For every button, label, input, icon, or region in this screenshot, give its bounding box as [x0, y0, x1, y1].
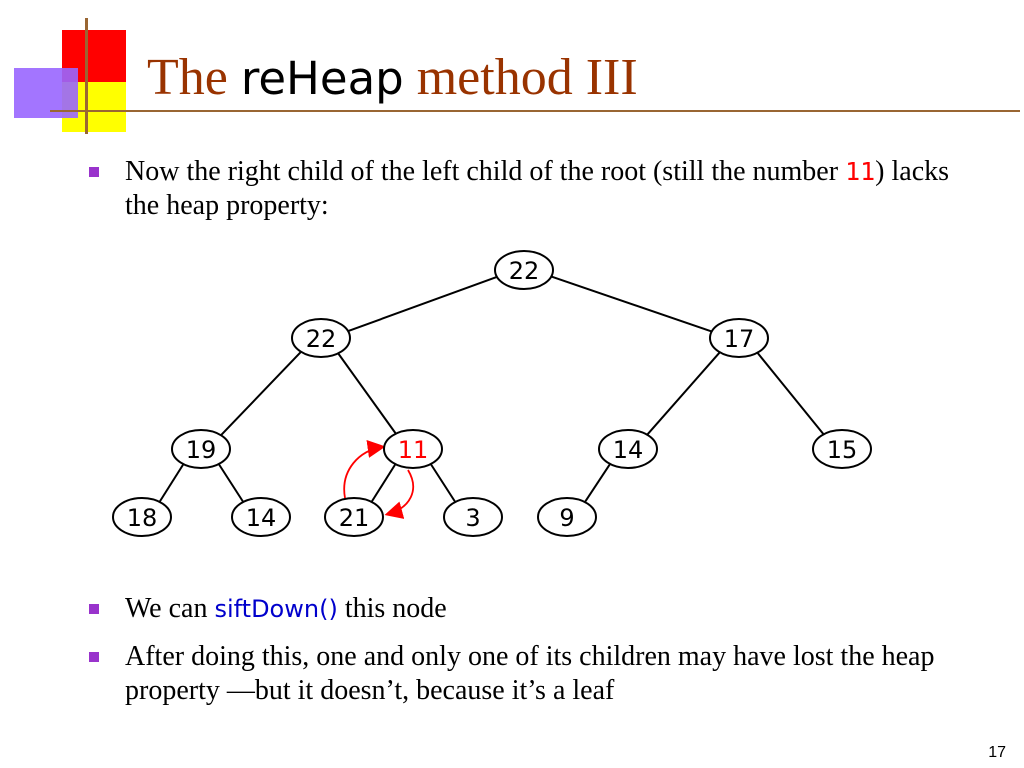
tree-node-label: 14 [245, 504, 277, 532]
tree-edge-n3-n7 [159, 463, 184, 502]
tree-node-label: 17 [723, 325, 755, 353]
bullet-2-code: siftDown() [214, 595, 338, 623]
tree-edge-n2-n6 [757, 352, 824, 435]
title-pre: The [147, 49, 241, 106]
tree-node-n2 [710, 319, 768, 357]
tree-edge-n0-n1 [346, 276, 500, 332]
bullet-2 [125, 592, 985, 626]
tree-edge-n1-n3 [220, 351, 302, 436]
bullet-3-text: After doing this, one and only one of its children may have lost the heap property —but it doesn’t, because it’s a leaf [125, 641, 935, 706]
tree-node-label: 3 [465, 504, 481, 532]
bullet-1-text-b: ) lacks the heap property: [125, 156, 950, 221]
tree-node-label: 11 [397, 436, 429, 464]
tree-edge-n4-n9 [371, 463, 396, 502]
bullet-1-text-a: Now the right child of the left child of the root (still the number [125, 156, 846, 187]
page-number: 17 [988, 744, 1006, 761]
tree-edge-n3-n8 [218, 463, 243, 503]
swap-arrow-down [388, 470, 413, 514]
tree-edge-n0-n2 [549, 276, 714, 333]
tree-node-n1 [292, 319, 350, 357]
tree-edge-n5-n11 [584, 463, 610, 503]
tree-node-n4 [384, 430, 442, 468]
tree-edge-n4-n10 [430, 463, 455, 503]
bullet-square-icon [89, 652, 99, 662]
bullet-1-code: 11 [845, 157, 876, 186]
tree-node-label: 18 [126, 504, 158, 532]
title-code: reHeap [240, 52, 404, 105]
tree-node-label: 9 [559, 504, 575, 532]
bullet-square-icon [89, 604, 99, 614]
tree-node-n3 [172, 430, 230, 468]
tree-node-n8 [232, 498, 290, 536]
bullet-2-text-b: this node [337, 593, 447, 624]
tree-node-label: 22 [305, 325, 337, 353]
title-post: method III [403, 49, 638, 106]
tree-node-label: 22 [508, 257, 540, 285]
tree-node-label: 21 [338, 504, 370, 532]
tree-node-label: 19 [185, 436, 217, 464]
bullet-3 [125, 640, 995, 708]
tree-edge-n2-n5 [646, 351, 720, 435]
tree-node-n5 [599, 430, 657, 468]
tree-node-n9 [325, 498, 383, 536]
tree-node-label: 14 [612, 436, 644, 464]
tree-node-n0 [495, 251, 553, 289]
swap-arrow-up [344, 447, 382, 498]
tree-node-label: 15 [826, 436, 858, 464]
tree-node-n10 [444, 498, 502, 536]
tree-node-n6 [813, 430, 871, 468]
bullet-2-text-a: We can [125, 593, 215, 624]
tree-node-n7 [113, 498, 171, 536]
tree-edge-n1-n4 [338, 353, 397, 435]
tree-node-n11 [538, 498, 596, 536]
